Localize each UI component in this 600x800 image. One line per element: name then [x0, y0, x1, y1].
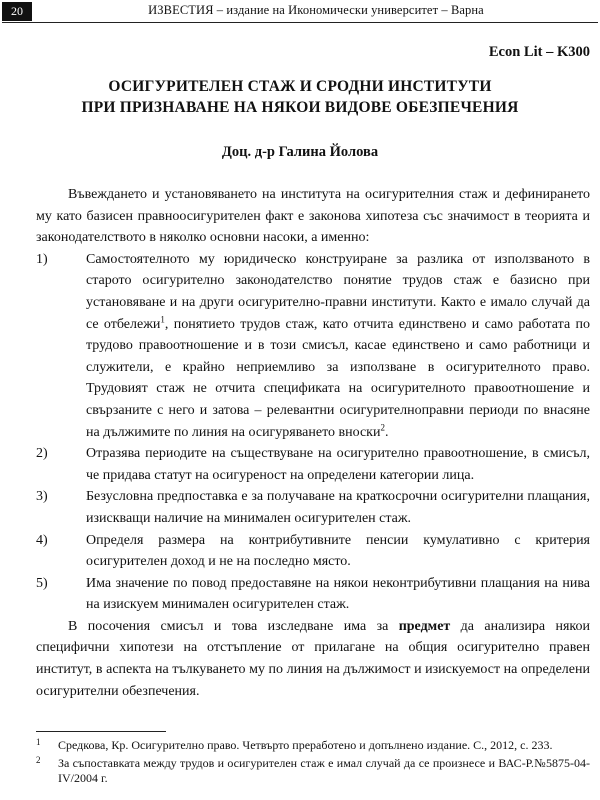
footnote-number: 2 [36, 755, 41, 765]
footnote-text: Средкова, Кр. Осигурително право. Четвърто преработено и допълнено издание. С., 2012, с. 233. [58, 738, 553, 752]
list-item [36, 530, 590, 573]
numbered-list [36, 249, 590, 616]
footnote-text: За съпоставката между трудов и осигурителен стаж е имал случай да се произнесе и ВАС-Р.№5875-04-IV/2004 г. [58, 756, 590, 785]
list-item [36, 573, 590, 616]
jel-classification-code: Econ Lit – K300 [488, 44, 590, 60]
author-name: Доц. д-р Галина Йолова [221, 144, 379, 160]
list-item-number: 1) [36, 251, 48, 267]
article-title-line-2: ПРИ ПРИЗНАВАНЕ НА НЯКОИ ВИДОВЕ ОБЕЗПЕЧЕНИЯ [81, 99, 519, 116]
closing-paragraph [36, 616, 590, 702]
list-item-number: 5) [36, 575, 48, 591]
list-item-number: 2) [36, 446, 48, 462]
article-title-line-1: ОСИГУРИТЕЛЕН СТАЖ И СРОДНИ ИНСТИТУТИ [108, 78, 492, 95]
list-item-number: 4) [36, 532, 48, 548]
list-item-number: 3) [36, 489, 48, 505]
footnote [36, 738, 590, 753]
footnotes [36, 738, 590, 789]
list-item [36, 249, 590, 443]
list-item-text: Безусловна предпоставка е за получаване на краткосрочни осигурителни плащания, изискващи наличие на минимален осигурителен стаж. [86, 489, 590, 526]
list-item [36, 486, 590, 529]
closing-text: да анализира някои специфични хипотези на отстъпление от прилагане на общия осигурително правен институт, в аспекта на тълкуването му по линия на дължимост и изискуемост на определени осигурителни обезпечения. [36, 618, 591, 699]
footnote-number: 1 [36, 737, 41, 747]
list-item-text: , понятието трудов стаж, като отчита единствено и само работата по трудово правоотношение и в този смисъл, касае единствено и само работници и служители, е крайно неприемливо за използване в осигурителното право. Трудовият стаж не отчита спецификата на осигурителното правоотношение и свързаните с него и затова – релевантни осигурителноправни периоди по внасяне на дължимите по линия на осигуряването вноски [86, 316, 590, 440]
running-header [0, 0, 600, 24]
footnote-rule [36, 731, 166, 732]
list-item-text: . [384, 424, 389, 440]
footnote [36, 756, 590, 786]
article-body [36, 184, 590, 702]
list-item-text: Самостоятелното му юридическо конструиране за разлика от използваното в старото осигурително законодателство понятие трудов стаж е базисно при установяване и на други осигурително-правни институти. Както е имало случай да се отбележи [86, 251, 590, 332]
running-title: ИЗВЕСТИЯ – издание на Икономически университет – Варна [148, 3, 484, 17]
footnote-ref[interactable]: 1 [160, 313, 165, 324]
intro-paragraph: Въвеждането и установяването на института на осигурителния стаж и дефинирането му като базисен правноосигурителен факт е законова хипотеза със значимост в теорията и законодателството в няколко основни насоки, а именно: [36, 187, 590, 246]
header-rule [2, 22, 598, 23]
closing-text: В посочения смисъл и това изследване има за [68, 618, 399, 634]
footnote-ref[interactable]: 2 [380, 421, 385, 432]
page-number: 20 [2, 2, 32, 21]
list-item-text: Отразява периодите на съществуване на осигурително правоотношение, в смисъл, че придава статут на осигуреност на определени категории лица. [86, 446, 590, 483]
list-item-text: Определя размера на контрибутивните пенсии кумулативно с критерия осигурителен доход и не на последно място. [86, 532, 590, 570]
closing-emphasis: предмет [398, 618, 451, 634]
article-title [0, 76, 600, 118]
list-item [36, 443, 590, 486]
list-item-text: Има значение по повод предоставяне на някои неконтрибутивни плащания на нива на изискуем минимален осигурителен стаж. [86, 575, 590, 613]
